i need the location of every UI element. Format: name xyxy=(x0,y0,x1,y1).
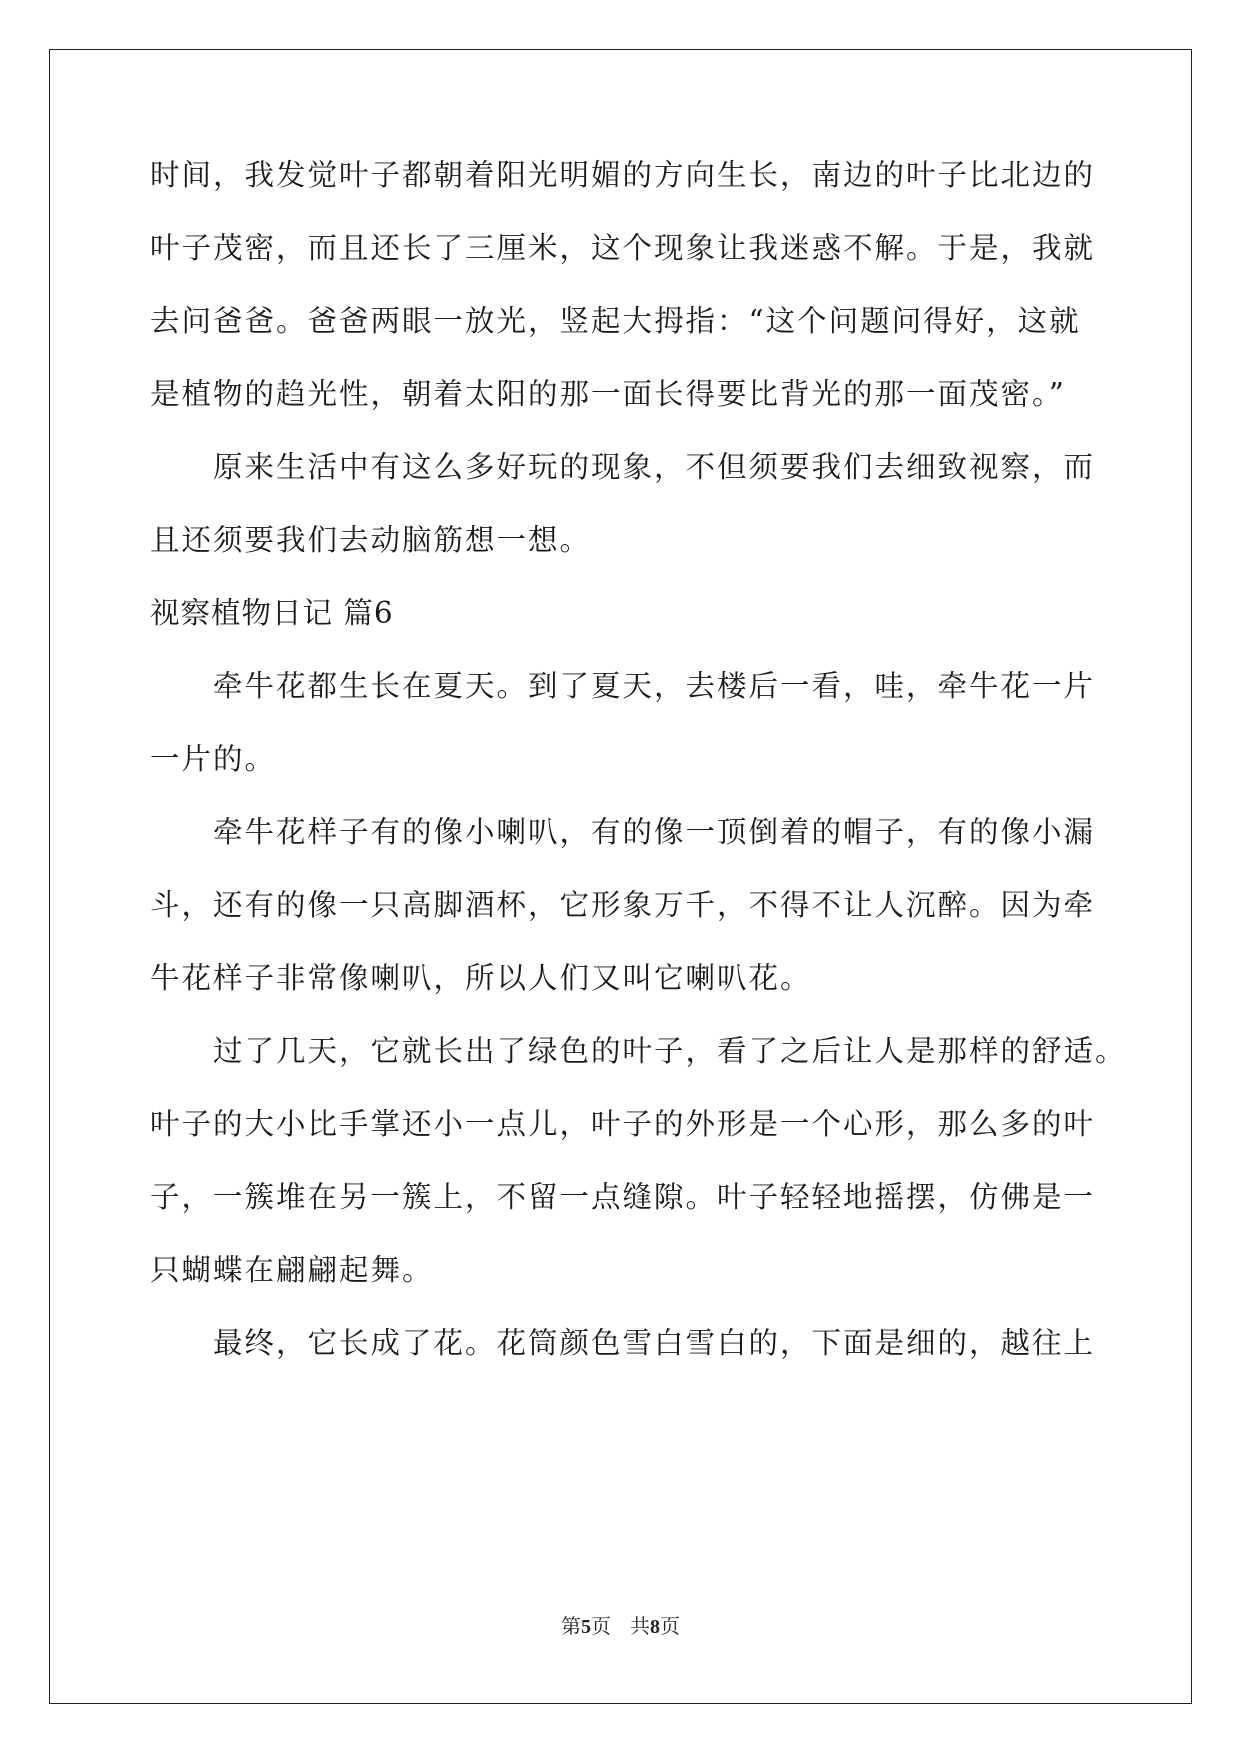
paragraph-start: 过了几天，它就长出了绿色的叶子，看了之后让人是那样的舒适。 xyxy=(213,1034,1127,1068)
paragraph-start: 牵牛花都生长在夏天。到了夏天，去楼后一看，哇，牵牛花一片 xyxy=(213,669,1096,703)
paragraph-start: 牵牛花样子有的像小喇叭，有的像一顶倒着的帽子，有的像小漏 xyxy=(213,815,1096,849)
footer-mid: 页 共 xyxy=(590,1614,651,1638)
text-line: 子，一簇堆在另一簇上，不留一点缝隙。叶子轻轻地摇摆，仿佛是一 xyxy=(150,1180,1096,1214)
text-line: 一片的。 xyxy=(150,742,277,776)
page-border xyxy=(49,49,1192,1704)
page-footer xyxy=(0,1610,1241,1639)
text-line: 斗，还有的像一只高脚酒杯，它形象万千，不得不让人沉醉。因为牵 xyxy=(150,888,1096,922)
text-line: 只蝴蝶在翩翩起舞。 xyxy=(150,1253,434,1287)
footer-suffix: 页 xyxy=(660,1614,681,1638)
paragraph-start: 最终，它长成了花。花筒颜色雪白雪白的，下面是细的，越往上 xyxy=(213,1326,1096,1360)
total-page-number: 8 xyxy=(650,1616,661,1638)
text-line: 叶子的大小比手掌还小一点儿，叶子的外形是一个心形，那么多的叶 xyxy=(150,1107,1096,1141)
footer-prefix: 第 xyxy=(560,1614,581,1638)
text-line: 牛花样子非常像喇叭，所以人们又叫它喇叭花。 xyxy=(150,961,812,995)
section-heading: 视察植物日记 篇6 xyxy=(150,596,394,630)
text-line: 时间，我发觉叶子都朝着阳光明媚的方向生长，南边的叶子比北边的 xyxy=(150,158,1096,192)
paragraph-start: 原来生活中有这么多好玩的现象，不但须要我们去细致视察，而 xyxy=(213,450,1096,484)
current-page-number: 5 xyxy=(580,1616,591,1638)
text-line: 去问爸爸。爸爸两眼一放光，竖起大拇指：“这个问题问得好，这就 xyxy=(150,304,1081,338)
text-line: 且还须要我们去动脑筋想一想。 xyxy=(150,523,592,557)
text-line: 叶子茂密，而且还长了三厘米，这个现象让我迷惑不解。于是，我就 xyxy=(150,231,1096,265)
text-line: 是植物的趋光性，朝着太阳的那一面长得要比背光的那一面茂密。” xyxy=(150,377,1066,411)
